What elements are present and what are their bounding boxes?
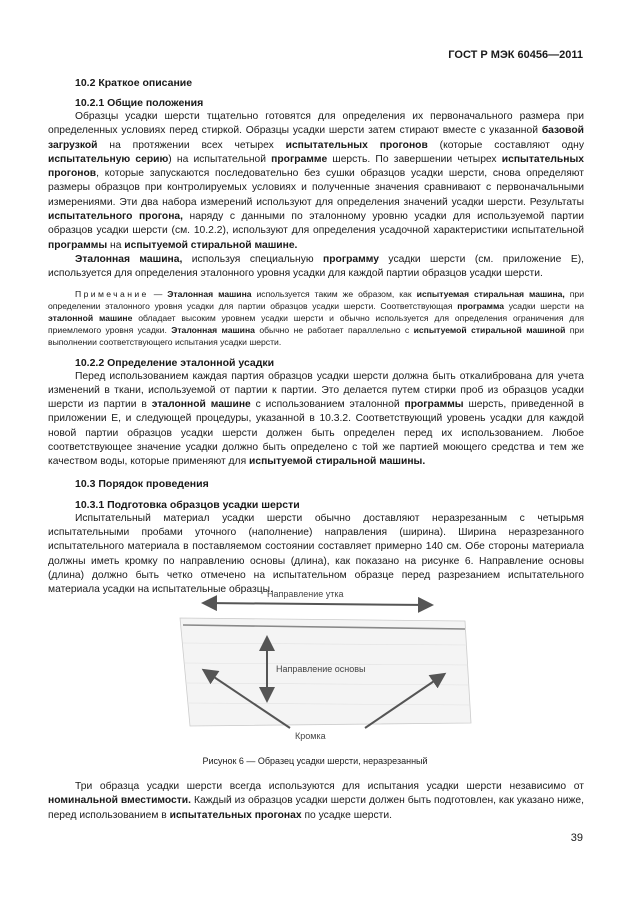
paragraph-three-samples: Три образца усадки шерсти всегда используются для испытания усадки шерсти независимо от номинальной вместимости. Каждый из образцов усадки шерсти должен быть подготовлен, как указано ниже, перед использованием в испытательных прогонах по усадке шерсти. (48, 781, 585, 821)
paragraph-reference-machine: Эталонная машина, используя специальную программу усадки шерсти (см. приложение Е), используется для определения эталонного уровня усадки для каждой партии образцов усадки шерсти. (48, 253, 584, 280)
document-header: ГОСТ Р МЭК 60456—2011 (448, 49, 583, 61)
figure-6 (175, 583, 475, 743)
page-number: 39 (570, 832, 583, 844)
main-content (48, 76, 584, 597)
fabric-diagram (175, 583, 475, 743)
paragraph-general: Образцы усадки шерсти тщательно готовятся для определения их первоначального размера при определенных условиях перед стиркой. Образцы усадки шерсти затем стирают вместе с указанной базовой загрузкой на протяжении всех четырех испытательных прогонов (которые составляют одну испытательную серию) на испытательной программе шерсть. По завершении четырех испытательных прогонов, которые запускаются последовательно без сушки образцов усадки шерсти, снова определяют размеры образцов при контролируемых условиях и полученные значения сравнивают с первоначальными измерениями. Эти два набора измерений используют для определения значений усадки шерсти. Результаты испытательного прогона, наряду с данными по эталонному уровню усадки для используемой партии образцов усадки шерсти (см. 10.2.2), используют для определения усадочной характеристики испытательной программы на испытуемой стиральной машине. (48, 111, 585, 251)
section-10-3-1-heading: 10.3.1 Подготовка образцов усадки шерсти (75, 498, 300, 511)
section-10-2-heading: 10.2 Краткое описание (75, 77, 193, 89)
section-10-2-2-heading: 10.2.2 Определение эталонной усадки (75, 356, 275, 369)
section-10-3-heading: 10.3 Порядок проведения (75, 477, 209, 490)
weft-label: Направление утка (267, 589, 344, 599)
paragraph-reference-shrinkage: Перед использованием каждая партия образцов усадки шерсти должна быть откалибрована для учета изменений в ткани, используемой от партии к партии. Это делается путем стирки проб из образцов усадки шерсти из партии в эталонной машине с использованием эталонной программы шерсть, приведенной в приложении Е, и следующей процедуры, указанной в 10.3.2. Соответствующий уровень усадки для каждой новой партии образцов усадки шерсти должен быть определен перед их использованием. Любое соответствующее значение усадки должно быть определено с той же партией моющего средства и тем же качеством воды, которые применяют для испытуемой стиральной машины. (48, 370, 584, 468)
warp-label: Направление основы (276, 664, 366, 674)
paragraph-preparation: Испытательный материал усадки шерсти обычно доставляют неразрезанным с четырьмя испытательными пробами уточного (наполнение) направления (ширина). Ширина неразрезанного испытательного материала в поставляемом состоянии составляет примерно 140 см. Обе стороны материала должны иметь кромку по направлению основы (длина), как показано на рисунке 6. Направление основы (длина) должно быть четко отмечено на испытательном образце перед разрезанием испытательного материала усадки на испытательные образцы. (48, 512, 584, 596)
after-figure-content (48, 780, 584, 823)
note-paragraph: Примечание — Эталонная машина используется таким же образом, как испытуемая стиральная машина, при определении эталонного уровня усадки для партии образцов усадки шерсти. Соответствующая программа усадки шерсти на эталонной машине обладает высоким уровнем усадки шерсти и обычно используется для определения ограничения для приемлемого уровня усадки. Эталонная машина обычно не работает параллельно с испытуемой стиральной машиной при выполнении соответствующего испытания усадки шерсти. (48, 288, 585, 348)
selvedge-label: Кромка (295, 731, 326, 741)
weft-arrow (205, 603, 430, 605)
figure-caption: Рисунок 6 — Образец усадки шерсти, неразрезанный (202, 756, 428, 766)
section-10-2-1-heading: 10.2.1 Общие положения (75, 97, 204, 109)
